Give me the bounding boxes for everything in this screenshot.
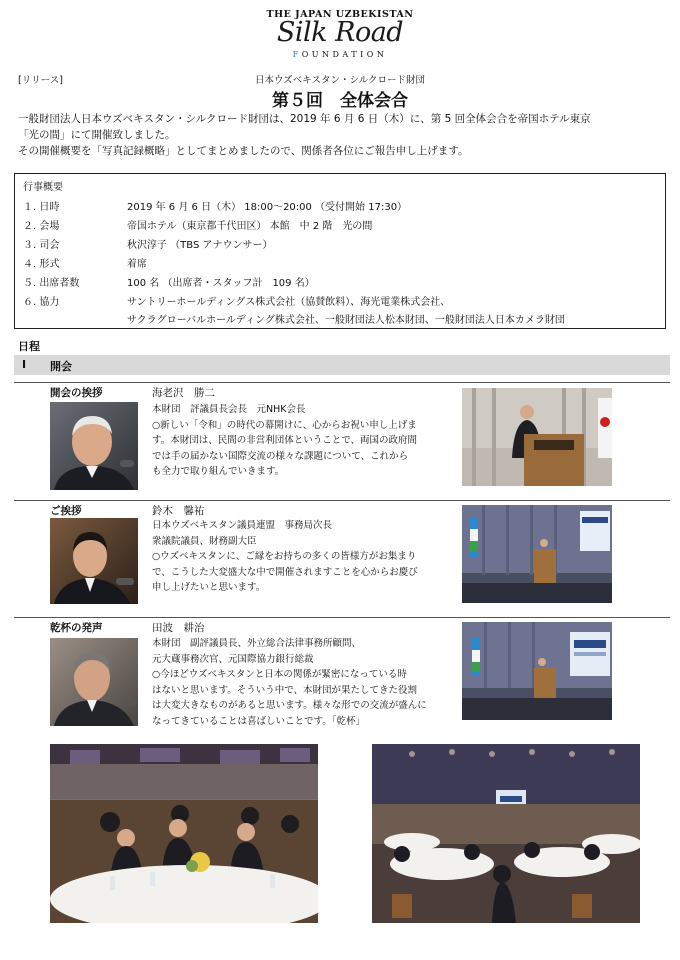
speaker-role-label: 乾杯の発声 xyxy=(50,622,103,634)
speaker-text-line: 衆議院議員、財務副大臣 xyxy=(152,535,257,547)
logo-main-text: Silk Road xyxy=(276,17,404,48)
event-overview-box xyxy=(14,173,666,329)
release-label: [リリース] xyxy=(18,75,63,86)
speaker-text-line: も全力で取り組んでいきます。 xyxy=(152,466,285,477)
speaker-portrait xyxy=(50,638,138,726)
speaker-description xyxy=(152,518,457,596)
overview-row-value: 100 名 （出席者・スタッフ計 109 名） xyxy=(127,278,315,289)
intro-line-2: 「光の間」にて開催致しました。 xyxy=(18,129,176,141)
logo-sub-first-letter: F xyxy=(292,50,302,59)
overview-heading: 行事概要 xyxy=(23,182,63,193)
speaker-description xyxy=(152,636,457,729)
overview-row-value: 秋沢淳子 （TBS アナウンサー） xyxy=(127,240,273,251)
overview-row-label: １. 日時 xyxy=(23,202,60,213)
overview-row-label: ４. 形式 xyxy=(23,259,60,270)
logo-top-text: THE JAPAN UZBEKISTAN xyxy=(266,9,414,20)
speaker-text-line: なってきていることは喜ばしいことです。「乾杯」 xyxy=(152,715,365,727)
banquet-table-photo xyxy=(50,744,318,923)
speaker-podium-photo xyxy=(462,388,612,486)
speaker-text-line: 申し上げたいと思います。 xyxy=(152,582,266,593)
speaker-text-line: 本財団 副評議員長、外立総合法律事務所顧問、 xyxy=(152,638,362,649)
speaker-text-line: では手の届かない国際交流の様々な課題について、これから xyxy=(152,450,409,462)
overview-row-label: ２. 会場 xyxy=(23,221,60,232)
banquet-hall-photo xyxy=(372,744,640,923)
speaker-text-line: 日本ウズベキスタン議員連盟 事務局次長 xyxy=(152,520,333,531)
divider xyxy=(14,617,670,618)
speaker-text-line: で、こうした大変盛大な中で開催されますことを心からお慶び xyxy=(152,566,418,578)
speaker-role-label: 開会の挨拶 xyxy=(50,387,103,399)
overview-row-value: サクラグローバルホールディング株式会社、一般財団法人松本財団、一般財団法人日本カメラ財団 xyxy=(127,315,565,326)
overview-row-value: サントリーホールディングス株式会社（協賛飲料）、海光電業株式会社、 xyxy=(127,297,451,308)
speaker-text-line: す。本財団は、民間の非営利団体ということで、両国の政府間 xyxy=(152,435,418,446)
overview-row-label: ６. 協力 xyxy=(23,297,60,308)
divider xyxy=(14,500,670,501)
intro-line-3: その開催概要を「写真記録概略」としてまとめましたので、関係者各位にご報告申し上げます。 xyxy=(18,145,469,157)
overview-row-value: 着席 xyxy=(127,259,147,270)
venue-stage-photo xyxy=(462,505,612,603)
speaker-text-line: ○ウズベキスタンに、ご縁をお持ちの多くの皆様方がお集まり xyxy=(152,551,417,562)
speaker-text-line: はないと思います。そういう中で、本財団が果たしてきた役割 xyxy=(152,684,418,696)
speaker-name: 鈴木 馨祐 xyxy=(152,505,205,517)
organization-name: 日本ウズベキスタン・シルクロード財団 xyxy=(254,75,426,86)
section-bar xyxy=(14,355,670,375)
toast-stage-photo xyxy=(462,622,612,720)
overview-row-value: 2019 年 6 月 6 日（木） 18:00～20:00 （受付開始 17:30） xyxy=(127,202,408,213)
schedule-heading: 日程 xyxy=(18,340,40,353)
section-title: 開会 xyxy=(50,360,72,373)
speaker-portrait xyxy=(50,402,138,490)
speaker-text-line: ○新しい「令和」の時代の幕開けに、心からお祝い申し上げま xyxy=(152,419,417,431)
logo-sub-text xyxy=(0,50,680,59)
logo-sub-rest: OUNDATION xyxy=(301,50,388,59)
speaker-text-line: 本財団 評議員長会長 元NHK会長 xyxy=(152,404,306,415)
section-number: Ⅰ xyxy=(22,358,27,371)
divider xyxy=(14,382,670,383)
speaker-portrait xyxy=(50,518,138,604)
speaker-name: 田波 耕治 xyxy=(152,622,205,634)
speaker-name: 海老沢 勝二 xyxy=(152,387,215,399)
speaker-text-line: 元大蔵事務次官、元国際協力銀行総裁 xyxy=(152,653,314,665)
speaker-text-line: は大変大きなものがあると思います。様々な形での交流が盛んに xyxy=(152,700,427,711)
page-title: 第５回 全体会合 xyxy=(272,91,408,111)
speaker-text-line: ○今ほどウズベキスタンと日本の関係が緊密になっている時 xyxy=(152,669,407,680)
intro-line-1: 一般財団法人日本ウズベキスタン・シルクロード財団は、2019 年 6 月 6 日（木）に、第 5 回全体会合を帝国ホテル東京 xyxy=(18,113,591,125)
intro-paragraph xyxy=(18,111,666,159)
speaker-description xyxy=(152,402,457,480)
overview-row-label: ３. 司会 xyxy=(23,240,60,251)
overview-row-label: ５. 出席者数 xyxy=(23,278,80,289)
overview-row-value: 帝国ホテル（東京都千代田区） 本館 中 2 階 光の間 xyxy=(127,221,373,232)
speaker-role-label: ご挨拶 xyxy=(50,505,82,517)
